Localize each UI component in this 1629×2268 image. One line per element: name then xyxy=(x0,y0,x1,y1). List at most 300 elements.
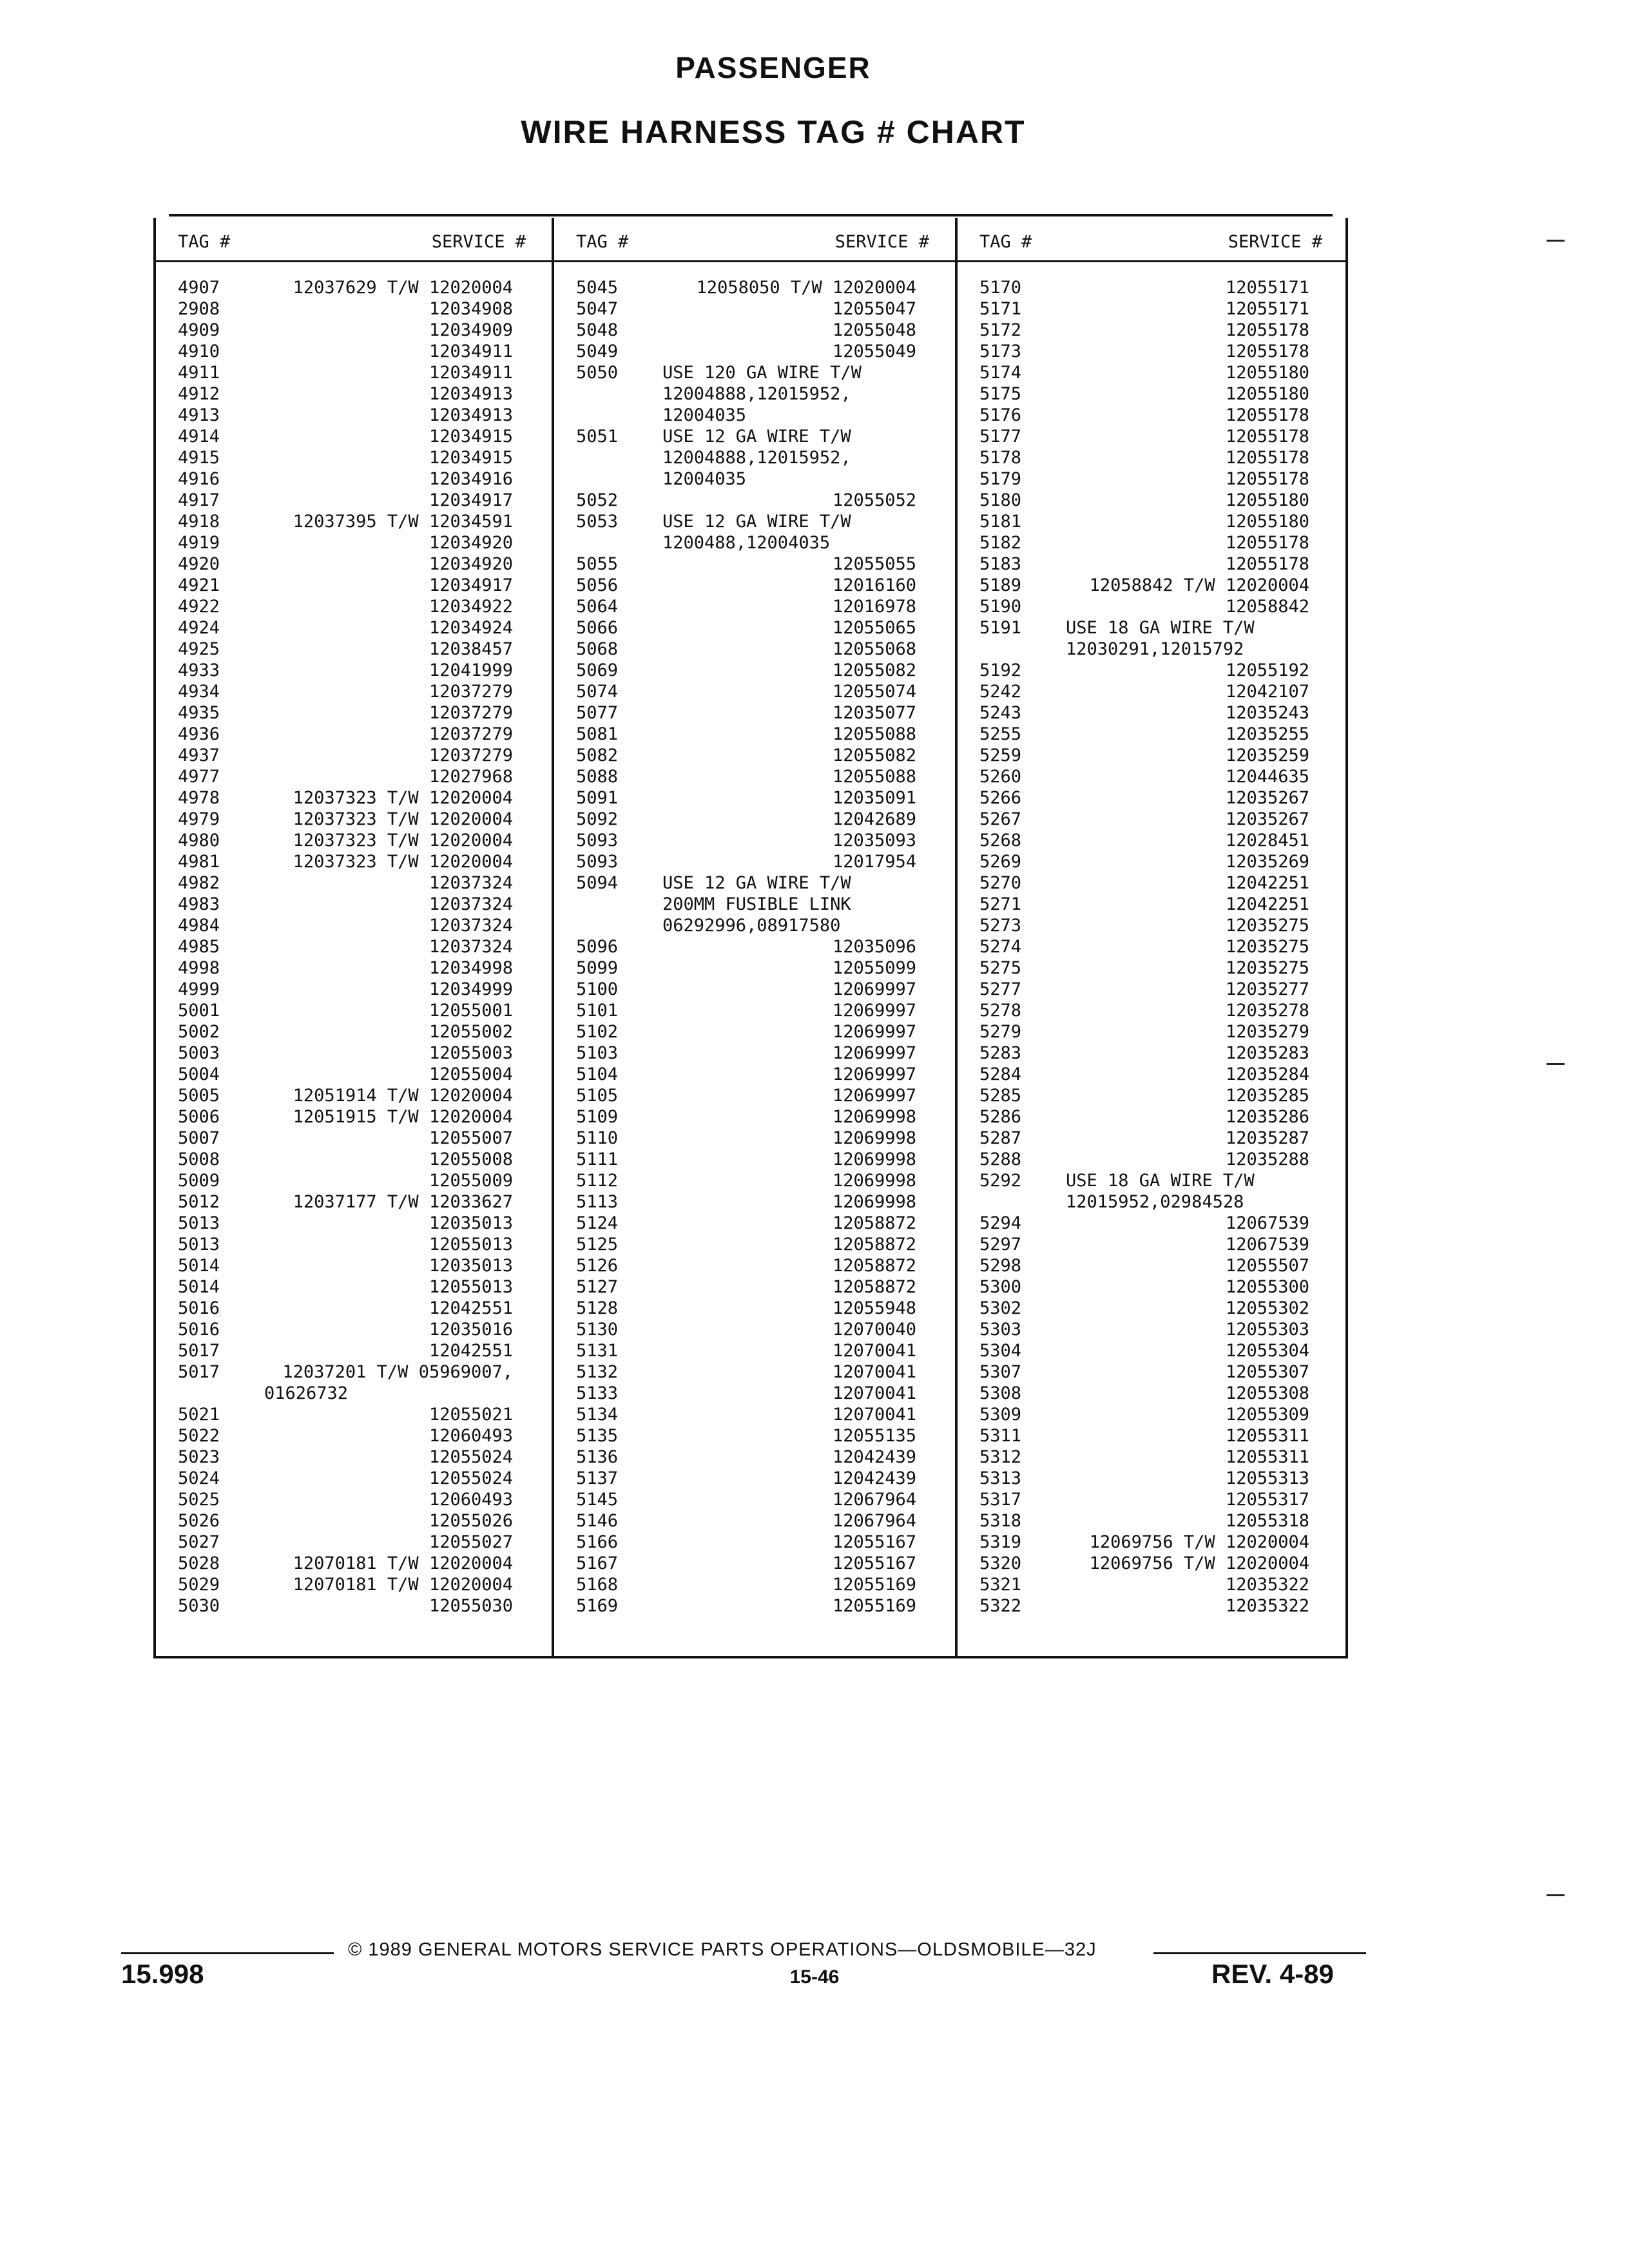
table-row xyxy=(156,468,552,490)
tag-number: 5171 xyxy=(979,299,1022,319)
service-number: 12035267 xyxy=(1225,809,1309,829)
service-number: USE 18 GA WIRE T/W xyxy=(1066,618,1255,638)
tag-number: 5286 xyxy=(979,1107,1022,1127)
table-top-rule xyxy=(169,214,1333,216)
service-number: 12055169 xyxy=(832,1596,916,1616)
tag-number: 5102 xyxy=(576,1022,619,1042)
table-row xyxy=(554,1319,955,1340)
tag-number: 4918 xyxy=(178,512,220,532)
table-column-3 xyxy=(955,218,1348,1656)
table-row xyxy=(554,362,955,383)
table-row xyxy=(156,277,552,298)
tag-number: 5135 xyxy=(576,1426,619,1446)
table-row xyxy=(554,341,955,362)
tag-number: 4922 xyxy=(178,597,220,617)
table-row xyxy=(156,1149,552,1170)
service-number: 12058872 xyxy=(832,1235,916,1254)
table-row xyxy=(958,745,1348,766)
tag-number: 5136 xyxy=(576,1447,619,1467)
service-number: 12058872 xyxy=(832,1277,916,1297)
tag-number: 4985 xyxy=(178,937,220,957)
table-row xyxy=(554,426,955,447)
tag-number: 5176 xyxy=(979,405,1022,425)
tag-number: 5091 xyxy=(576,788,619,808)
tag-number: 5298 xyxy=(979,1256,1022,1276)
tag-number: 5177 xyxy=(979,427,1022,447)
table-row xyxy=(156,1234,552,1255)
table-row xyxy=(958,724,1348,745)
table-row xyxy=(554,639,955,660)
table-row xyxy=(958,1340,1348,1361)
tag-number: 5100 xyxy=(576,979,619,999)
tag-number: 4999 xyxy=(178,979,220,999)
tag-header: TAG # xyxy=(979,232,1032,252)
tag-number: 5267 xyxy=(979,809,1022,829)
page-section-number: 15.998 xyxy=(121,1959,204,1989)
tag-number: 4912 xyxy=(178,384,220,404)
service-number: 12034917 xyxy=(429,575,513,595)
service-number: 12034909 xyxy=(429,320,513,340)
tag-number: 4925 xyxy=(178,639,220,659)
table-row xyxy=(156,426,552,447)
service-number: 12055178 xyxy=(1225,554,1309,574)
tag-number: 5277 xyxy=(979,979,1022,999)
service-number: 12044635 xyxy=(1225,767,1309,787)
table-row xyxy=(554,447,955,468)
service-number: 12035016 xyxy=(429,1320,513,1340)
service-number: 12055065 xyxy=(832,618,916,638)
service-number: 12037201 T/W 05969007, xyxy=(282,1362,513,1382)
service-number: 12055026 xyxy=(429,1511,513,1531)
tag-number: 4936 xyxy=(178,724,220,744)
margin-tick xyxy=(1547,1063,1565,1065)
service-number: 12035284 xyxy=(1225,1064,1309,1084)
tag-number: 5023 xyxy=(178,1447,220,1467)
table-row xyxy=(958,639,1348,660)
tag-number: 5292 xyxy=(979,1171,1022,1191)
tag-number: 5285 xyxy=(979,1086,1022,1106)
table-row xyxy=(554,1255,955,1276)
table-row xyxy=(958,766,1348,787)
service-number: 12037279 xyxy=(429,703,513,723)
table-row xyxy=(554,1468,955,1489)
table-row xyxy=(156,1191,552,1213)
service-number: 12070041 xyxy=(832,1383,916,1403)
table-row xyxy=(156,1000,552,1021)
tag-number: 5255 xyxy=(979,724,1022,744)
table-row xyxy=(156,575,552,596)
tag-number: 4981 xyxy=(178,852,220,872)
table-row xyxy=(554,596,955,617)
service-number: 12055082 xyxy=(832,745,916,765)
tag-number: 5099 xyxy=(576,958,619,978)
service-number: 12069998 xyxy=(832,1171,916,1191)
table-row xyxy=(156,1106,552,1128)
table-row xyxy=(156,532,552,553)
tag-number: 4917 xyxy=(178,490,220,510)
service-number: 12055178 xyxy=(1225,341,1309,361)
table-row xyxy=(958,1361,1348,1383)
tag-number: 5094 xyxy=(576,873,619,893)
service-number: 12067539 xyxy=(1225,1213,1309,1233)
tag-number: 5275 xyxy=(979,958,1022,978)
table-row xyxy=(554,1191,955,1213)
service-number: 12055180 xyxy=(1225,363,1309,383)
margin-tick xyxy=(1547,1894,1565,1896)
tag-number: 5178 xyxy=(979,448,1022,468)
tag-number: 5016 xyxy=(178,1320,220,1340)
table-row xyxy=(958,1468,1348,1489)
table-row xyxy=(554,851,955,872)
service-number: 12017954 xyxy=(832,852,916,872)
tag-number: 5300 xyxy=(979,1277,1022,1297)
tag-number: 5133 xyxy=(576,1383,619,1403)
tag-chart-table xyxy=(153,218,1348,1658)
tag-number: 5190 xyxy=(979,597,1022,617)
service-number: 12034917 xyxy=(429,490,513,510)
table-row xyxy=(958,532,1348,553)
tag-number: 5052 xyxy=(576,490,619,510)
tag-number: 5294 xyxy=(979,1213,1022,1233)
table-row xyxy=(958,1532,1348,1553)
service-number: 12034913 xyxy=(429,405,513,425)
service-number: USE 18 GA WIRE T/W xyxy=(1066,1171,1255,1191)
tag-number: 5243 xyxy=(979,703,1022,723)
table-row xyxy=(156,639,552,660)
service-number: 12055192 xyxy=(1225,660,1309,680)
service-number: 12055317 xyxy=(1225,1490,1309,1510)
service-number: 12037279 xyxy=(429,682,513,702)
service-number: 12051914 T/W 12020004 xyxy=(293,1086,513,1106)
service-number: 12034999 xyxy=(429,979,513,999)
service-number: 06292996,08917580 xyxy=(662,916,841,936)
table-row xyxy=(156,787,552,809)
column-rows xyxy=(958,277,1348,1617)
service-number: 12055307 xyxy=(1225,1362,1309,1382)
service-number: 12058842 T/W 12020004 xyxy=(1089,575,1309,595)
table-row xyxy=(554,617,955,639)
table-row xyxy=(958,277,1348,298)
service-number: 12069998 xyxy=(832,1128,916,1148)
table-row xyxy=(958,1553,1348,1574)
service-number: 12055507 xyxy=(1225,1256,1309,1276)
service-number: 12042551 xyxy=(429,1341,513,1361)
column-header xyxy=(958,218,1348,262)
tag-number: 5269 xyxy=(979,852,1022,872)
tag-number: 4913 xyxy=(178,405,220,425)
service-number: 12035279 xyxy=(1225,1022,1309,1042)
service-number: 12055030 xyxy=(429,1596,513,1616)
tag-number: 5022 xyxy=(178,1426,220,1446)
table-row xyxy=(156,1574,552,1595)
table-row xyxy=(958,1574,1348,1595)
service-number: 12055013 xyxy=(429,1235,513,1254)
table-row xyxy=(156,979,552,1000)
tag-number: 5105 xyxy=(576,1086,619,1106)
tag-number: 5047 xyxy=(576,299,619,319)
table-row xyxy=(156,553,552,575)
service-number: 12055169 xyxy=(832,1575,916,1595)
tag-number: 5319 xyxy=(979,1532,1022,1552)
service-header: SERVICE # xyxy=(431,232,526,252)
table-row xyxy=(156,724,552,745)
table-row xyxy=(554,872,955,894)
service-number: 12055178 xyxy=(1225,405,1309,425)
tag-number: 5104 xyxy=(576,1064,619,1084)
table-row xyxy=(554,660,955,681)
tag-number: 5049 xyxy=(576,341,619,361)
table-row xyxy=(156,1085,552,1106)
service-number: 12069997 xyxy=(832,979,916,999)
service-number: 12035243 xyxy=(1225,703,1309,723)
service-number: 12035288 xyxy=(1225,1149,1309,1169)
table-row xyxy=(554,1106,955,1128)
service-number: 12034915 xyxy=(429,427,513,447)
table-row xyxy=(958,1383,1348,1404)
table-row xyxy=(156,1361,552,1383)
tag-number: 5172 xyxy=(979,320,1022,340)
table-row xyxy=(958,1021,1348,1043)
service-number: 12055003 xyxy=(429,1043,513,1063)
table-row xyxy=(156,1553,552,1574)
column-rows xyxy=(554,277,955,1617)
service-number: 12070181 T/W 12020004 xyxy=(293,1575,513,1595)
table-row xyxy=(554,1446,955,1468)
service-number: 12058872 xyxy=(832,1213,916,1233)
table-row xyxy=(156,511,552,532)
service-number: 12055167 xyxy=(832,1553,916,1573)
tag-number xyxy=(554,468,647,490)
tag-number: 5002 xyxy=(178,1022,220,1042)
service-number: 12055002 xyxy=(429,1022,513,1042)
service-number: 12034911 xyxy=(429,341,513,361)
service-number: 12016978 xyxy=(832,597,916,617)
table-row xyxy=(156,1276,552,1298)
tag-number: 5125 xyxy=(576,1235,619,1254)
table-column-2 xyxy=(552,218,955,1656)
service-number: 12055082 xyxy=(832,660,916,680)
table-row xyxy=(958,1106,1348,1128)
service-number: 12055009 xyxy=(429,1171,513,1191)
service-number: 12060493 xyxy=(429,1426,513,1446)
tag-number: 5051 xyxy=(576,427,619,447)
service-number: 12034920 xyxy=(429,554,513,574)
service-number: 12035287 xyxy=(1225,1128,1309,1148)
table-row xyxy=(554,894,955,915)
table-row xyxy=(554,1574,955,1595)
service-number: 12035013 xyxy=(429,1213,513,1233)
tag-number: 5008 xyxy=(178,1149,220,1169)
service-number: 12037323 T/W 12020004 xyxy=(293,831,513,850)
table-row xyxy=(958,1085,1348,1106)
service-number: 12055024 xyxy=(429,1468,513,1488)
tag-number: 5307 xyxy=(979,1362,1022,1382)
service-number: 12035322 xyxy=(1225,1575,1309,1595)
table-row xyxy=(156,894,552,915)
service-number: 12042251 xyxy=(1225,894,1309,914)
service-number: 12035259 xyxy=(1225,745,1309,765)
service-number: 12038457 xyxy=(429,639,513,659)
table-row xyxy=(156,660,552,681)
table-row xyxy=(958,1191,1348,1213)
tag-number: 5166 xyxy=(576,1532,619,1552)
service-number: 12055055 xyxy=(832,554,916,574)
table-row xyxy=(156,1213,552,1234)
tag-number: 5069 xyxy=(576,660,619,680)
table-row xyxy=(958,660,1348,681)
table-row xyxy=(156,1340,552,1361)
tag-number: 5131 xyxy=(576,1341,619,1361)
tag-number: 4910 xyxy=(178,341,220,361)
table-row xyxy=(958,1213,1348,1234)
table-row xyxy=(156,1425,552,1446)
service-header: SERVICE # xyxy=(834,232,929,252)
table-row xyxy=(958,915,1348,936)
service-number: 12055180 xyxy=(1225,512,1309,532)
tag-number: 5317 xyxy=(979,1490,1022,1510)
tag-header: TAG # xyxy=(576,232,629,252)
service-number: 12069997 xyxy=(832,1043,916,1063)
service-number: 12035077 xyxy=(832,703,916,723)
tag-number: 5268 xyxy=(979,831,1022,850)
service-number: 12055088 xyxy=(832,767,916,787)
footer-rule-right xyxy=(1153,1952,1366,1954)
tag-number: 5260 xyxy=(979,767,1022,787)
tag-number: 5028 xyxy=(178,1553,220,1573)
table-row xyxy=(554,1128,955,1149)
service-number: 12037177 T/W 12033627 xyxy=(293,1192,513,1212)
tag-number: 5053 xyxy=(576,512,619,532)
table-row xyxy=(554,745,955,766)
table-row xyxy=(554,1361,955,1383)
tag-number: 5064 xyxy=(576,597,619,617)
tag-number: 5013 xyxy=(178,1213,220,1233)
column-header xyxy=(156,218,552,262)
service-number: 12042439 xyxy=(832,1447,916,1467)
service-number: 12034922 xyxy=(429,597,513,617)
tag-number: 5096 xyxy=(576,937,619,957)
table-row xyxy=(958,1446,1348,1468)
tag-number: 5266 xyxy=(979,788,1022,808)
service-number: 12055178 xyxy=(1225,533,1309,553)
tag-number: 5173 xyxy=(979,341,1022,361)
tag-number: 5017 xyxy=(178,1341,220,1361)
tag-number: 5279 xyxy=(979,1022,1022,1042)
tag-number: 5014 xyxy=(178,1277,220,1297)
service-number: 12067539 xyxy=(1225,1235,1309,1254)
table-row xyxy=(958,1595,1348,1617)
service-number: 12055311 xyxy=(1225,1426,1309,1446)
tag-number: 5128 xyxy=(576,1298,619,1318)
table-row xyxy=(958,447,1348,468)
service-number: 12055167 xyxy=(832,1532,916,1552)
page-number: 15-46 xyxy=(789,1966,840,1988)
table-row xyxy=(554,532,955,553)
tag-number: 5304 xyxy=(979,1341,1022,1361)
table-row xyxy=(156,915,552,936)
tag-number: 5270 xyxy=(979,873,1022,893)
table-row xyxy=(156,1404,552,1425)
service-number: 12070041 xyxy=(832,1341,916,1361)
service-number: 12055302 xyxy=(1225,1298,1309,1318)
table-row xyxy=(554,575,955,596)
page-title: PASSENGER xyxy=(675,51,871,84)
tag-number: 4937 xyxy=(178,745,220,765)
service-number: 12055049 xyxy=(832,341,916,361)
column-rows xyxy=(156,277,552,1617)
tag-number: 4924 xyxy=(178,618,220,638)
service-number: 12069998 xyxy=(832,1192,916,1212)
table-row xyxy=(156,1043,552,1064)
tag-number: 5168 xyxy=(576,1575,619,1595)
service-number: 12055318 xyxy=(1225,1511,1309,1531)
service-number: 12067964 xyxy=(832,1490,916,1510)
tag-number: 5273 xyxy=(979,916,1022,936)
table-row xyxy=(958,681,1348,702)
table-row xyxy=(156,1128,552,1149)
service-number: 12070041 xyxy=(832,1405,916,1425)
service-number: 12055178 xyxy=(1225,448,1309,468)
table-row xyxy=(554,1404,955,1425)
tag-number: 5066 xyxy=(576,618,619,638)
table-row xyxy=(958,511,1348,532)
service-number: 200MM FUSIBLE LINK xyxy=(662,894,851,914)
service-number: 12055171 xyxy=(1225,278,1309,298)
table-row xyxy=(554,1000,955,1021)
tag-number: 4982 xyxy=(178,873,220,893)
table-row xyxy=(958,468,1348,490)
tag-number: 5003 xyxy=(178,1043,220,1063)
tag-number: 5024 xyxy=(178,1468,220,1488)
tag-number: 5013 xyxy=(178,1235,220,1254)
tag-number: 5182 xyxy=(979,533,1022,553)
tag-number: 5134 xyxy=(576,1405,619,1425)
table-row xyxy=(554,277,955,298)
table-row xyxy=(554,1425,955,1446)
table-row xyxy=(958,1319,1348,1340)
service-number: 12034916 xyxy=(429,469,513,489)
table-row xyxy=(554,681,955,702)
service-number: 12051915 T/W 12020004 xyxy=(293,1107,513,1127)
tag-number: 5092 xyxy=(576,809,619,829)
table-row xyxy=(156,766,552,787)
tag-number: 5137 xyxy=(576,1468,619,1488)
service-number: 12035013 xyxy=(429,1256,513,1276)
table-row xyxy=(156,617,552,639)
service-number: 12055178 xyxy=(1225,427,1309,447)
tag-number: 5101 xyxy=(576,1001,619,1021)
tag-number: 5103 xyxy=(576,1043,619,1063)
service-number: 12055311 xyxy=(1225,1447,1309,1467)
tag-number: 5124 xyxy=(576,1213,619,1233)
tag-number: 5026 xyxy=(178,1511,220,1531)
tag-number: 5287 xyxy=(979,1128,1022,1148)
service-number: 12035255 xyxy=(1225,724,1309,744)
service-number: 12055180 xyxy=(1225,490,1309,510)
tag-number: 5055 xyxy=(576,554,619,574)
table-row xyxy=(958,957,1348,979)
service-number: 12035277 xyxy=(1225,979,1309,999)
table-row xyxy=(958,405,1348,426)
table-row xyxy=(156,1298,552,1319)
service-number: 12069997 xyxy=(832,1022,916,1042)
table-row xyxy=(958,362,1348,383)
tag-number: 4983 xyxy=(178,894,220,914)
service-number: 12055180 xyxy=(1225,384,1309,404)
tag-number: 2908 xyxy=(178,299,220,319)
tag-number: 5093 xyxy=(576,852,619,872)
service-number: 12028451 xyxy=(1225,831,1309,850)
